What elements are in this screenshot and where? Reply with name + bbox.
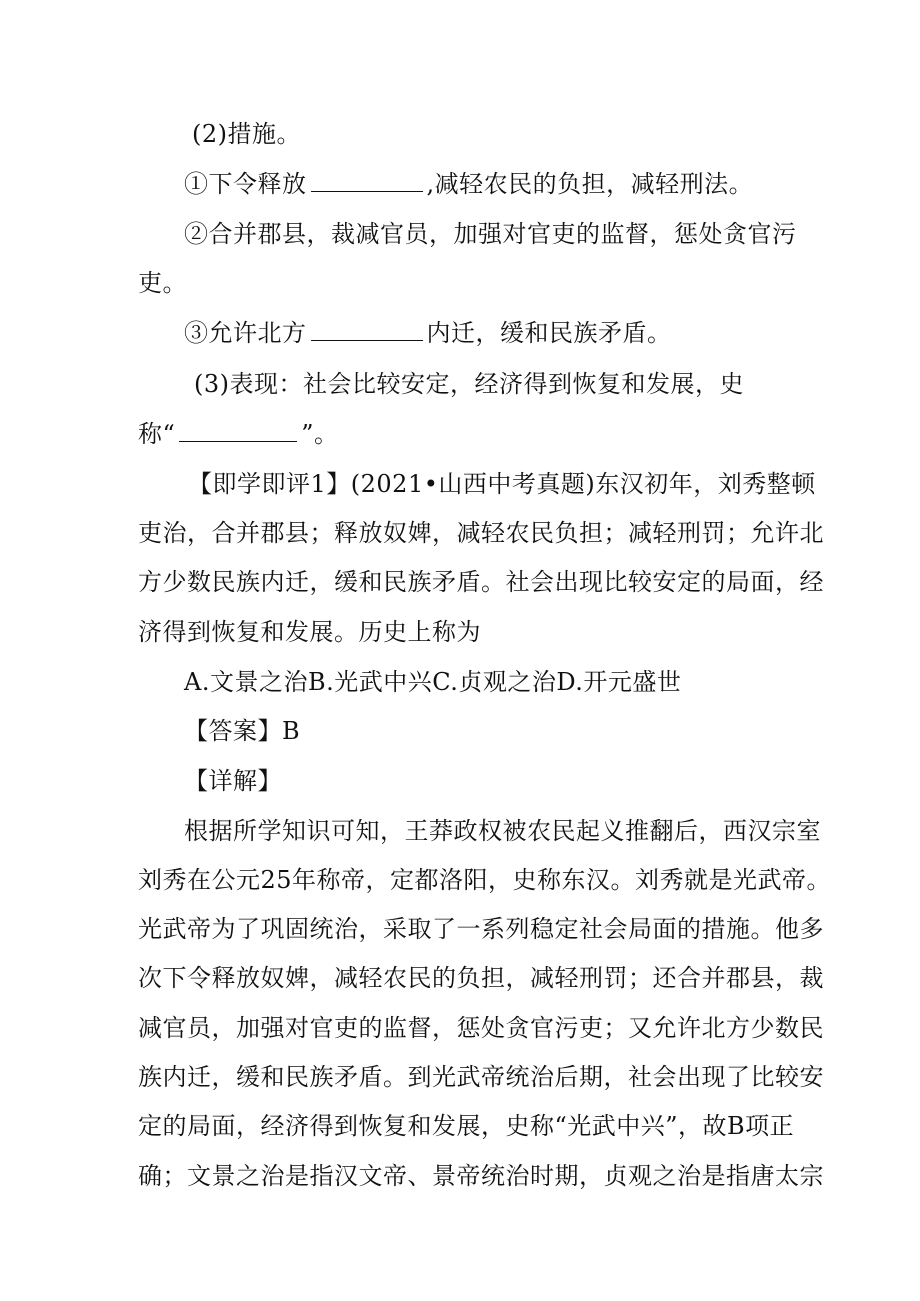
explanation-line: 族内迁，缓和民族矛盾。到光武帝统治后期，社会出现了比较安 (138, 1063, 824, 1091)
explanation-line: 定的局面，经济得到恢复和发展，史称“光武中兴”，故B项正 (138, 1112, 795, 1140)
section-3-text-after: ”。 (301, 420, 339, 448)
explanation-line: 确；文景之治是指汉文帝、景帝统治时期，贞观之治是指唐太宗 (138, 1162, 824, 1190)
measure-item-3-text-before: ③允许北方 (184, 319, 307, 347)
explanation-line: 减官员，加强对官吏的监督，惩处贪官污吏；又允许北方少数民 (138, 1014, 824, 1042)
question-line-4: 济得到恢复和发展。历史上称为 (138, 618, 481, 646)
question-line-3: 方少数民族内迁，缓和民族矛盾。社会出现比较安定的局面，经 (138, 568, 824, 596)
fill-blank-2[interactable] (311, 318, 423, 341)
explanation-line: 光武帝为了巩固统治，采取了一系列稳定社会局面的措施。他多 (138, 915, 824, 943)
detail-label: 【详解】 (184, 767, 282, 795)
measure-item-3-text-after: 内迁，缓和民族矛盾。 (426, 319, 672, 347)
measure-item-2-line-1: ②合并郡县，裁减官员，加强对官吏的监督，惩处贪官污 (184, 220, 797, 248)
explanation-line: 根据所学知识可知，王莽政权被农民起义推翻后，西汉宗室 (184, 817, 821, 845)
fill-blank-1[interactable] (311, 169, 423, 192)
section-3-line-2 (138, 419, 339, 449)
section-3-line-1: (3)表现：社会比较安定，经济得到恢复和发展，史 (194, 370, 744, 398)
section-3-text-before: 称“ (138, 420, 176, 448)
question-line-1: 【即学即评1】(2021•山西中考真题)东汉初年，刘秀整顿 (188, 470, 816, 498)
question-options: A.文景之治B.光武中兴C.贞观之治D.开元盛世 (184, 668, 682, 696)
measure-item-1-text-after: ,减轻农民的负担，减轻刑法。 (426, 170, 754, 198)
fill-blank-3[interactable] (179, 419, 297, 442)
answer-label: 【答案】B (184, 717, 301, 745)
explanation-line: 刘秀在公元25年称帝，定都洛阳，史称东汉。刘秀就是光武帝。 (138, 866, 832, 894)
measure-item-2-line-2: 吏。 (138, 269, 187, 297)
measure-item-1-text-before: ①下令释放 (184, 170, 307, 198)
measure-item-3 (184, 318, 672, 348)
section-2-heading: (2)措施。 (192, 120, 301, 148)
explanation-line: 次下令释放奴婢，减轻农民的负担，减轻刑罚；还合并郡县，裁 (138, 964, 824, 992)
question-line-2: 吏治，合并郡县；释放奴婢，减轻农民负担；减轻刑罚；允许北 (138, 519, 824, 547)
measure-item-1 (184, 169, 753, 199)
